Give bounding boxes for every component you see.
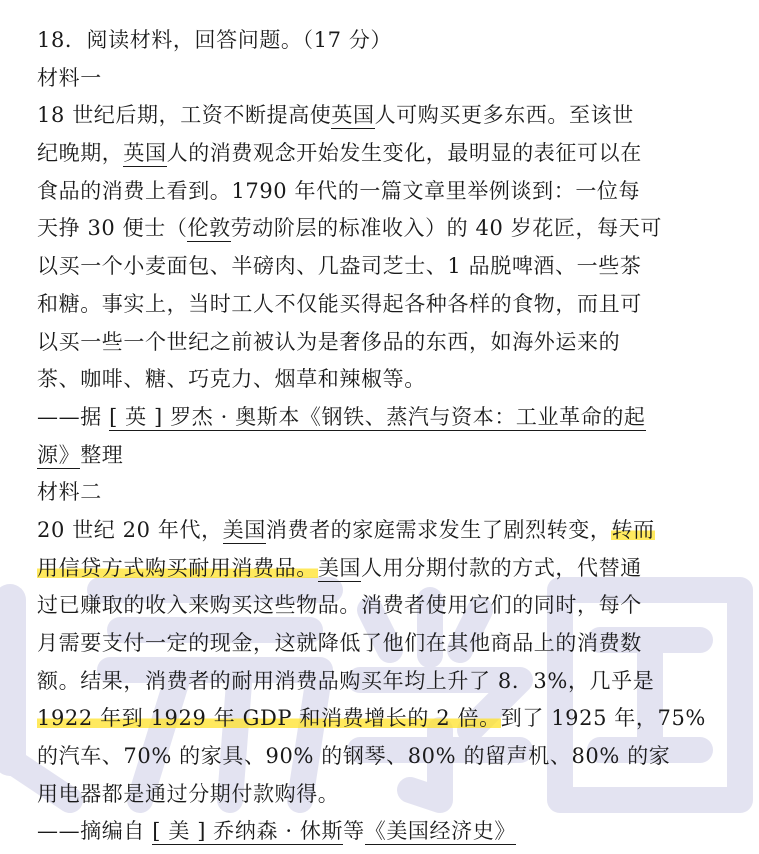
text-run: 18 世纪后期，工资不断提高使 xyxy=(37,103,332,128)
material1-label-text: 材料一 xyxy=(37,65,102,90)
source-citation: 源》 xyxy=(37,442,81,467)
material2-source xyxy=(37,813,737,851)
material1-source xyxy=(37,437,737,475)
material1-label xyxy=(37,60,737,98)
source-suffix: 整理 xyxy=(80,442,124,467)
material2-line xyxy=(37,625,737,663)
question-header xyxy=(37,22,737,60)
text-run: 人的消费观念开始发生变化，最明显的表征可以在 xyxy=(166,141,642,166)
material1-line xyxy=(37,324,737,362)
text-run: 额。结果，消费者的耐用消费品购买年均上升了 8．3%，几乎是 xyxy=(37,668,655,693)
highlighted-text: 用信贷方式购买耐用消费品。 xyxy=(37,555,318,580)
text-run: 人可购买更多东西。至该世 xyxy=(374,103,634,128)
highlighted-text: 转而 xyxy=(611,517,655,542)
underlined-place-name: 美国 xyxy=(317,555,362,580)
text-run: 以买一些一个世纪之前被认为是奢侈品的东西，如海外运来的 xyxy=(37,329,621,354)
material2-label-text: 材料二 xyxy=(37,480,102,505)
underlined-place-name: 美国 xyxy=(222,517,266,542)
material1-line xyxy=(37,248,737,286)
material1-line xyxy=(37,173,737,211)
underlined-place-name: 英国 xyxy=(123,141,167,166)
material2-line xyxy=(37,512,737,550)
text-run: 的汽车、70% 的家具、90% 的钢琴、80% 的留声机、80% 的家 xyxy=(37,744,671,769)
material1-line xyxy=(37,135,737,173)
material2-line xyxy=(37,550,737,588)
underlined-place-name: 英国 xyxy=(331,103,375,128)
text-run: 到了 1925 年，75% xyxy=(500,706,706,731)
question-page xyxy=(37,22,737,851)
material2-line xyxy=(37,663,737,701)
text-run: 过已赚取的收入来购买这些物品。消费者使用它们的同时，每个 xyxy=(37,593,642,618)
material1-line xyxy=(37,286,737,324)
text-run: 消费者的家庭需求发生了剧烈转变， xyxy=(265,517,612,542)
text-run: 和糖。事实上，当时工人不仅能买得起各种各样的食物，而且可 xyxy=(37,291,642,316)
source-prefix: ——摘编自 xyxy=(37,819,153,844)
material2-line xyxy=(37,738,737,776)
highlighted-text: 1922 年到 1929 年 GDP 和消费增长的 2 倍。 xyxy=(37,706,501,731)
question-header-text: 18．阅读材料，回答问题。（17 分） xyxy=(37,28,393,52)
material1-source xyxy=(37,399,737,437)
material1-line xyxy=(37,97,737,135)
source-book-title: 《美国经济史》 xyxy=(364,819,516,844)
text-run: 纪晚期， xyxy=(37,141,124,166)
material2-line xyxy=(37,700,737,738)
text-run: 天挣 30 便士（ xyxy=(37,216,188,241)
underlined-place-name: 伦敦 xyxy=(187,216,231,241)
text-run: 以买一个小麦面包、半磅肉、几盎司芝士、1 品脱啤酒、一些茶 xyxy=(37,254,642,279)
source-suffix: 等 xyxy=(343,819,365,844)
material2-line xyxy=(37,776,737,814)
material2-label xyxy=(37,474,737,512)
text-run: 食品的消费上看到。1790 年代的一篇文章里举例谈到：一位每 xyxy=(37,178,641,203)
source-citation: [ 美 ] 乔纳森 · 休斯 xyxy=(152,819,344,844)
text-run: 人用分期付款的方式，代替通 xyxy=(361,555,642,580)
text-run: 劳动阶层的标准收入）的 40 岁花匠，每天可 xyxy=(230,216,662,241)
material1-line xyxy=(37,210,737,248)
text-run: 用电器都是通过分期付款购得。 xyxy=(37,781,340,806)
source-prefix: ——据 xyxy=(37,404,110,429)
material2-line xyxy=(37,587,737,625)
text-run: 茶、咖啡、糖、巧克力、烟草和辣椒等。 xyxy=(37,367,426,392)
text-run: 20 世纪 20 年代， xyxy=(37,517,223,542)
material1-line xyxy=(37,361,737,399)
source-citation: [ 英 ] 罗杰 · 奥斯本《钢铁、蒸汽与资本：工业革命的起 xyxy=(109,404,646,429)
text-run: 月需要支付一定的现金，这就降低了他们在其他商品上的消费数 xyxy=(37,631,642,655)
